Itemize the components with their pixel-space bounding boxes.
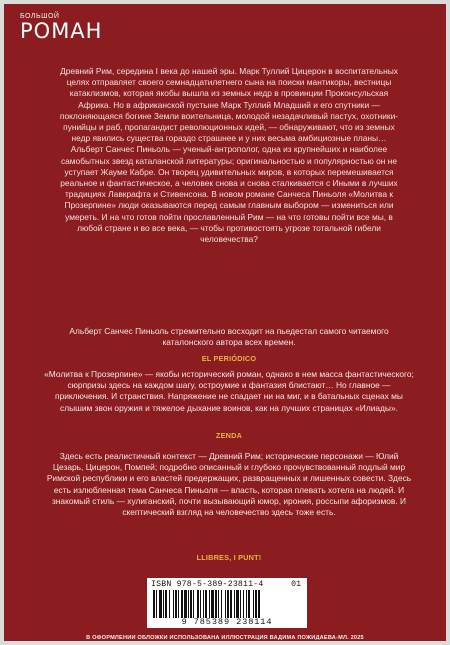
barcode-bar (205, 590, 207, 618)
barcode-bar (181, 590, 183, 618)
series-logo (20, 13, 102, 42)
barcode-bar (156, 590, 157, 618)
quote-1-text: Альберт Санчес Пиньоль стремительно восходит на пьедестал самого читаемого каталонского автора всех времен. (69, 326, 389, 348)
isbn-addon: 01 (291, 580, 301, 589)
barcode-bar (248, 590, 250, 618)
barcode-bar (227, 590, 229, 618)
series-logo-small: БОЛЬШОЙ (20, 13, 60, 20)
quote-3-source: LLIBRES, I PUNT! (196, 553, 262, 562)
quote-3-text: Здесь есть реалистичный контекст — Древний Рим; исторические персонажи — Юлий Цезарь, Цицерон, Помпей; подробно описанный и глубоко прочувствованный подлый мир Римской республики и его властей предержащих, развращенных и лишенных совести. Здесь есть излюбленная тема Санчеса Пиньоля — власть, которая плевать хотела на людей. И знакомый стиль — хулиганский, почти вызывающий юмор, ирония, россыпи афоризмов. И скептический взгляд на человечество здесь тоже есть. (46, 451, 412, 518)
barcode-bar (153, 590, 155, 618)
barcode-bar (234, 590, 235, 618)
barcode-bar (246, 590, 247, 618)
barcode-bar (197, 590, 199, 618)
quote-2-text: «Молитва к Прозерпине» — якобы исторический роман, однако в нем масса фантастического; сюрпризы здесь на каждом шагу, остроумие и фантазия блистают… Но главное — приключения. И странствия. Напряжение не спадает ни на миг, и в батальных сценах мы слышим звон оружия и тяжелое дыхание воинов, как на лучших страницах «Илиады». (44, 369, 414, 413)
annotation-paragraph-plot: Древний Рим, середина I века до нашей эры. Марк Туллий Цицерон в воспитательных целях отправляет своего семнадцатилетнего сына на поиски мантикоры, вестницы катаклизмов, которая якобы вышла из земных недр в провинции Проконсульская Африка. Но в африканской пустыне Марк Туллий Младший и его спутники — поклоняющаяся богине Земли воительница, молодой незадачливый пастух, охотники-пунийцы и раб, пропагандист революционных идей, — обнаруживают, что из земных недр явились существа гораздо страшнее и у них весьма амбициозные планы… (59, 66, 399, 144)
barcode-bar (175, 590, 177, 618)
quote-2-source: ZENDA (215, 431, 243, 440)
barcode-bars (153, 590, 301, 618)
barcode-bar (209, 590, 210, 618)
barcode-bar (258, 590, 260, 618)
barcode-bar (193, 590, 194, 618)
barcode-bar (200, 590, 201, 618)
barcode-bar (165, 590, 167, 618)
barcode-bar (163, 590, 164, 618)
barcode-bar (159, 590, 162, 618)
barcode-bar (218, 590, 219, 618)
annotation (57, 66, 401, 245)
barcode-bar (203, 590, 204, 618)
barcode-bar (169, 590, 170, 618)
barcode-bar (225, 590, 226, 618)
barcode-bar (188, 590, 189, 618)
series-logo-big: РОМАН (20, 19, 103, 43)
barcode-bar (184, 590, 187, 618)
barcode-bar (240, 590, 241, 618)
barcode-bar (221, 590, 222, 618)
isbn-barcode (147, 578, 307, 628)
isbn-label: ISBN 978-5-389-23811-4 (151, 580, 264, 589)
barcode-bar (215, 590, 217, 618)
barcode-bar (253, 590, 254, 618)
barcode-bar (211, 590, 214, 618)
barcode-bar (230, 590, 232, 618)
barcode-bar (243, 590, 244, 618)
barcode-bar (255, 590, 257, 618)
barcode-bar (173, 590, 174, 618)
quote-1-source: EL PERIÓDICO (201, 354, 257, 363)
barcode-bar (236, 590, 239, 618)
barcode-bar (190, 590, 192, 618)
cover-credit: В ОФОРМЛЕНИИ ОБЛОЖКИ ИСПОЛЬЗОВАНА ИЛЛЮСТРАЦИЯ ВАДИМА ПОЖИДАЕВА-МЛ. 2025 (86, 635, 364, 641)
barcode-bar (178, 590, 179, 618)
isbn-digits: 9 785389 238114 (181, 617, 273, 627)
annotation-paragraph-author: Альберт Санчес Пиньоль — ученый-антрополог, одна из крупнейших и наиболее самобытных звезд каталанской литературы; оригинальностью и популярностью он не уступает Жауме Кабре. Он творец удивительных миров, в которых перемешивается реальное и фантастическое, а человек снова и снова сталкивается с Иными в лучших традициях Лавкрафта и Стивенсона. В новом романе Санчеса Пиньоля «Молитва к Прозерпине» люди оказываются перед самым главным выбором — измениться или умереть. И на что готов пойти прославленный Рим — на что готовы пойти все мы, в любой стране и во все века, — чтобы противостоять угрозе тотальной гибели человечества? (60, 144, 398, 245)
